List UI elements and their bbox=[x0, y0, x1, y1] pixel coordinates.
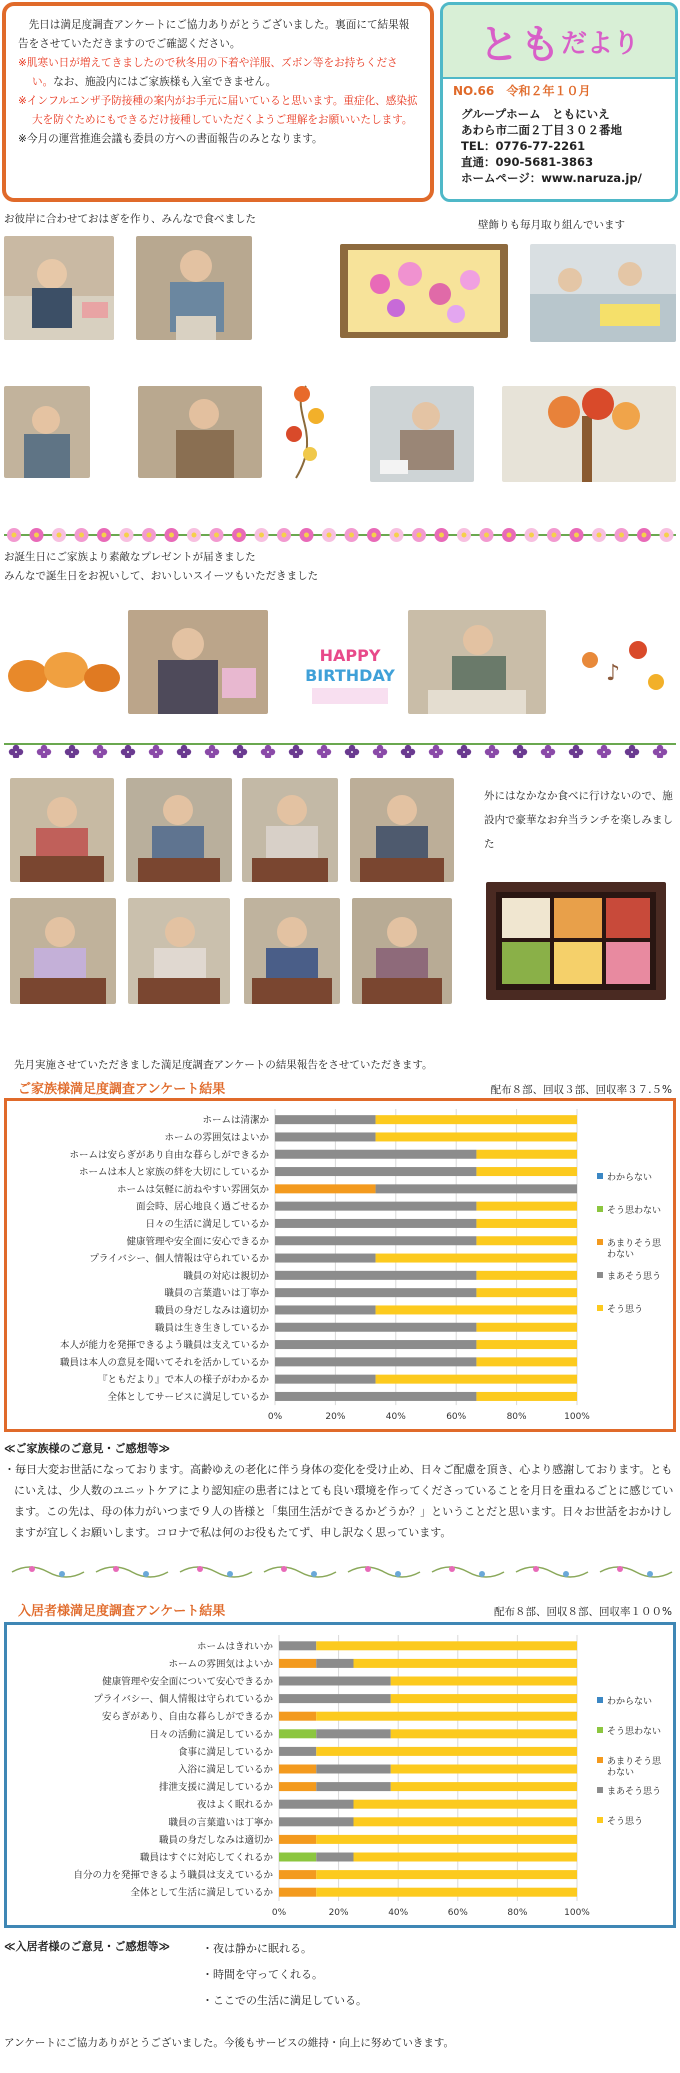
vine-icon bbox=[96, 1566, 168, 1577]
grape-icon bbox=[37, 745, 51, 758]
category-label: 日々の活動に満足しているか bbox=[149, 1729, 273, 1741]
bar-segment bbox=[279, 1817, 354, 1826]
issue-line bbox=[443, 77, 675, 102]
bar-segment bbox=[476, 1167, 577, 1176]
legend-swatch bbox=[597, 1272, 603, 1278]
family-chart-svg bbox=[7, 1101, 673, 1429]
grape-icon bbox=[429, 745, 443, 758]
grape-icon bbox=[625, 745, 639, 758]
x-tick-label: 100% bbox=[564, 1412, 590, 1423]
bar-segment bbox=[275, 1271, 476, 1280]
bar-segment bbox=[275, 1254, 376, 1263]
bar-segment bbox=[279, 1835, 316, 1844]
category-label: 職員は本人の意見を聞いてそれを活かしているか bbox=[59, 1357, 269, 1369]
photo-lunch-6 bbox=[128, 898, 230, 1004]
x-tick-label: 40% bbox=[385, 1412, 406, 1423]
vine-icon bbox=[180, 1566, 252, 1577]
bar-segment bbox=[316, 1712, 577, 1721]
bar-segment bbox=[279, 1870, 316, 1879]
family-comments bbox=[4, 1438, 676, 1543]
photo-lunch-4 bbox=[350, 778, 454, 882]
category-label: ホームは清潔か bbox=[202, 1115, 269, 1127]
category-label: ホームは安らぎがあり自由な暮らしができるか bbox=[69, 1149, 269, 1161]
photo-lunch-8 bbox=[352, 898, 452, 1004]
category-label: 職員はすぐに対応してくれるか bbox=[139, 1852, 273, 1864]
bar-segment bbox=[279, 1853, 316, 1862]
resident-comment-1: ・夜は静かに眠れる。 bbox=[202, 1942, 312, 1955]
grape-icon bbox=[541, 745, 555, 758]
bar-segment bbox=[275, 1305, 376, 1314]
bar-segment bbox=[316, 1765, 391, 1774]
bar-segment bbox=[476, 1392, 577, 1401]
grape-icon bbox=[149, 745, 163, 758]
photo-birthday-sweets bbox=[408, 610, 546, 714]
pumpkin-illustration bbox=[4, 628, 122, 698]
bar-segment bbox=[279, 1782, 316, 1791]
address: あわら市二面２丁目３０２番地 bbox=[461, 123, 622, 137]
direct-tel: 直通：090-5681-3863 bbox=[461, 155, 594, 169]
category-label: ホームの雰囲気はよいか bbox=[168, 1658, 273, 1670]
caption-lunch: 外にはなかなか食べに行けないので、施設内で豪華なお弁当ランチを楽しみました bbox=[484, 790, 673, 850]
grape-icon bbox=[457, 745, 471, 758]
bar-segment bbox=[376, 1375, 577, 1384]
bar-segment bbox=[275, 1115, 376, 1124]
homepage: ホームページ：www.naruza.jp/ bbox=[461, 171, 642, 185]
legend-label: わない bbox=[607, 1768, 635, 1778]
bar-segment bbox=[476, 1202, 577, 1211]
bar-segment bbox=[279, 1800, 354, 1809]
bar-segment bbox=[275, 1375, 376, 1384]
grape-icon bbox=[569, 745, 583, 758]
bar-segment bbox=[275, 1184, 376, 1193]
bar-segment bbox=[376, 1305, 577, 1314]
legend-label: わからない bbox=[607, 1173, 653, 1183]
notice-paragraph-3: ※インフルエンザ予防接種の案内がお手元に届いていると思います。重症化、感染拡大を防ぐためにもできるだけ接種していただくようご理解をお願いいたします。 bbox=[18, 95, 418, 126]
bar-segment bbox=[279, 1659, 316, 1668]
vine-icon bbox=[432, 1566, 504, 1577]
photo-lunch-2 bbox=[126, 778, 232, 882]
category-label: 職員の言葉遣いは丁寧か bbox=[164, 1288, 269, 1300]
bar-segment bbox=[316, 1659, 353, 1668]
x-tick-label: 0% bbox=[271, 1908, 287, 1918]
vine-icon bbox=[600, 1566, 672, 1577]
legend-swatch bbox=[597, 1173, 603, 1179]
category-label: 健康管理や安全面について安心できるか bbox=[102, 1676, 273, 1688]
photo-ohagi-2 bbox=[136, 236, 252, 340]
legend-label: まあそう思う bbox=[607, 1272, 662, 1282]
bar-segment bbox=[275, 1236, 476, 1245]
resident-comments bbox=[4, 1936, 676, 2014]
grape-icon bbox=[177, 745, 191, 758]
photo-wall-art-1 bbox=[340, 244, 508, 338]
bar-segment bbox=[316, 1835, 577, 1844]
photo-birthday-gift bbox=[128, 610, 268, 714]
photo-origami bbox=[370, 386, 474, 482]
bar-segment bbox=[391, 1694, 577, 1703]
masthead bbox=[440, 2, 678, 202]
bar-segment bbox=[279, 1641, 316, 1650]
title-sub: だより bbox=[560, 28, 639, 59]
bar-segment bbox=[376, 1254, 577, 1263]
photo-ohagi-4 bbox=[138, 386, 262, 478]
bar-segment bbox=[275, 1167, 476, 1176]
legend-swatch bbox=[597, 1817, 603, 1823]
masthead-title bbox=[443, 5, 675, 77]
grape-icon bbox=[401, 745, 415, 758]
category-label: 職員の身だしなみは適切か bbox=[154, 1305, 269, 1317]
grape-icon bbox=[485, 745, 499, 758]
bar-segment bbox=[275, 1323, 476, 1332]
bar-segment bbox=[376, 1115, 577, 1124]
photo-lunch-1 bbox=[10, 778, 114, 882]
x-tick-label: 0% bbox=[267, 1412, 283, 1423]
grape-icon bbox=[373, 745, 387, 758]
category-label: ホームは本人と家族の絆を大切にしているか bbox=[78, 1167, 269, 1179]
bar-segment bbox=[275, 1219, 476, 1228]
legend-swatch bbox=[597, 1787, 603, 1793]
bar-segment bbox=[391, 1677, 577, 1686]
category-label: ホームはきれいか bbox=[196, 1641, 273, 1653]
bar-segment bbox=[354, 1659, 578, 1668]
grape-icon bbox=[345, 745, 359, 758]
category-label: 入浴に満足しているか bbox=[177, 1764, 273, 1776]
bar-segment bbox=[279, 1729, 316, 1738]
bar-segment bbox=[275, 1288, 476, 1297]
x-tick-label: 80% bbox=[506, 1412, 527, 1423]
birthday-text: BIRTHDAY bbox=[305, 666, 395, 685]
tel: TEL：0776-77-2261 bbox=[461, 139, 586, 153]
category-label: 食事に満足しているか bbox=[177, 1746, 273, 1758]
photo-lunch-7 bbox=[244, 898, 340, 1004]
category-label: 全体としてサービスに満足しているか bbox=[107, 1391, 269, 1403]
grape-icon bbox=[93, 745, 107, 758]
bar-segment bbox=[476, 1288, 577, 1297]
bar-segment bbox=[275, 1202, 476, 1211]
bar-segment bbox=[476, 1340, 577, 1349]
issue-date: 令和２年１０月 bbox=[506, 84, 591, 98]
category-label: 職員の言葉遣いは丁寧か bbox=[168, 1817, 273, 1829]
category-label: 面会時、居心地良く過ごせるか bbox=[135, 1201, 269, 1213]
category-label: プライバシー、個人情報は守られているか bbox=[89, 1253, 269, 1265]
bar-segment bbox=[376, 1132, 577, 1141]
caption-ohagi: お彼岸に合わせておはぎを作り、みんなで食べました bbox=[4, 213, 256, 225]
category-label: ホームの雰囲気はよいか bbox=[164, 1132, 269, 1144]
grape-icon bbox=[233, 745, 247, 758]
grape-icon bbox=[205, 745, 219, 758]
family-comments-body: ・毎日大変お世話になっております。高齢ゆえの老化に伴う身体の変化を受け止め、日々ご配慮を頂き、心より感謝しております。ともにいえは、少人数のユニットケアにより認知症の患者にはとても良い環境を作ってくださっていることを月日を重ねるごとに感じています。この先は、母の体力がいつまで９人の皆様と「集団生活ができるかどうか？」ということだと思います。日々お世話をおかけしますが宜しくお願いします。コロナで私は何のお役もたてず、申し訳なく思っています。 bbox=[4, 1463, 674, 1539]
bar-segment bbox=[476, 1323, 577, 1332]
category-label: 健康管理や安全面に安心できるか bbox=[126, 1236, 269, 1248]
grape-icon bbox=[65, 745, 79, 758]
family-survey-chart bbox=[4, 1098, 676, 1432]
notice-paragraph-1: 先日は満足度調査アンケートにご協力ありがとうございました。裏面にて結果報告をさせていただきますのでご確認ください。 bbox=[18, 19, 410, 50]
bar-segment bbox=[316, 1747, 577, 1756]
bar-segment bbox=[275, 1392, 476, 1401]
legend-swatch bbox=[597, 1757, 603, 1763]
legend-label: あまりそう思 bbox=[607, 1239, 662, 1249]
caption-birthday-2: みんなで誕生日をお祝いして、おいしいスイーツもいただきました bbox=[4, 570, 319, 582]
x-tick-label: 100% bbox=[564, 1908, 590, 1918]
bar-segment bbox=[316, 1782, 391, 1791]
category-label: 職員の対応は親切か bbox=[183, 1270, 269, 1282]
family-survey-title: ご家族様満足度調査アンケート結果 bbox=[18, 1082, 226, 1097]
x-tick-label: 20% bbox=[325, 1412, 346, 1423]
org-name: グループホーム ともにいえ bbox=[461, 107, 610, 121]
legend-label: そう思わない bbox=[607, 1206, 662, 1216]
grape-icon bbox=[261, 745, 275, 758]
bar-segment bbox=[316, 1729, 391, 1738]
photo-ohagi-3 bbox=[4, 386, 90, 478]
music-leaves-illustration bbox=[560, 620, 676, 708]
bar-segment bbox=[275, 1357, 476, 1366]
photo-wall-tree bbox=[502, 386, 676, 482]
notice-clothing: ※肌寒い日が増えてきましたので秋冬用の下着や洋服、ズボン等をお持ちください。 bbox=[18, 57, 398, 88]
bar-segment bbox=[354, 1800, 578, 1809]
bar-segment bbox=[354, 1853, 578, 1862]
notice-box bbox=[2, 2, 434, 202]
resident-comment-2: ・時間を守ってくれる。 bbox=[202, 1968, 323, 1981]
title-main: とも bbox=[478, 21, 561, 68]
category-label: 『ともだより』で本人の様子がわかるか bbox=[97, 1374, 269, 1386]
vine-icon bbox=[348, 1566, 420, 1577]
legend-swatch bbox=[597, 1206, 603, 1212]
bar-segment bbox=[316, 1888, 577, 1897]
bar-segment bbox=[476, 1236, 577, 1245]
floral-vine-border bbox=[4, 1560, 676, 1582]
bar-segment bbox=[476, 1357, 577, 1366]
resident-comment-3: ・ここでの生活に満足している。 bbox=[202, 1994, 367, 2007]
category-label: 職員は生き生きしているか bbox=[154, 1322, 269, 1334]
resident-comments-heading: ≪入居者様のご意見・ご感想等≫ bbox=[4, 1940, 171, 1953]
closing-message: アンケートにご協力ありがとうございました。今後もサービスの維持・向上に努めていきます。 bbox=[4, 2037, 455, 2049]
photo-bento bbox=[486, 882, 666, 1000]
legend-swatch bbox=[597, 1727, 603, 1733]
bar-segment bbox=[316, 1641, 577, 1650]
legend-label: そう思う bbox=[607, 1305, 644, 1315]
resident-chart-svg bbox=[7, 1625, 673, 1925]
x-tick-label: 40% bbox=[388, 1908, 409, 1918]
grape-icon bbox=[289, 745, 303, 758]
bar-segment bbox=[391, 1765, 577, 1774]
photo-lunch-5 bbox=[10, 898, 116, 1004]
legend-label: わない bbox=[607, 1250, 635, 1260]
resident-survey-chart bbox=[4, 1622, 676, 1928]
notice-paragraph-4: ※今月の運営推進会議も委員の方への書面報告のみとなります。 bbox=[18, 133, 323, 145]
grape-icon bbox=[597, 745, 611, 758]
bar-segment bbox=[279, 1747, 316, 1756]
bar-segment bbox=[376, 1184, 577, 1193]
bar-segment bbox=[279, 1888, 316, 1897]
svg-text:♪: ♪ bbox=[606, 661, 621, 686]
photo-ohagi-1 bbox=[4, 236, 114, 340]
autumn-leaves-illustration bbox=[276, 382, 334, 482]
category-label: 日々の生活に満足しているか bbox=[145, 1218, 269, 1230]
family-survey-meta: 配布８部、回収３部、回収率３７.５% bbox=[490, 1084, 672, 1096]
caption-birthday-1: お誕生日にご家族より素敵なプレゼントが届きました bbox=[4, 551, 256, 563]
survey-intro: 先月実施させていただきました満足度調査アンケートの結果報告をさせていただきます。 bbox=[14, 1059, 433, 1071]
grape-border bbox=[4, 736, 676, 758]
grape-icon bbox=[9, 745, 23, 758]
bar-segment bbox=[316, 1870, 577, 1879]
category-label: 本人が能力を発揮できるよう職員は支えているか bbox=[59, 1340, 269, 1352]
category-label: 全体として生活に満足しているか bbox=[130, 1887, 273, 1899]
notice-paragraph-2 bbox=[18, 54, 418, 92]
resident-survey-title: 入居者様満足度調査アンケート結果 bbox=[18, 1604, 226, 1619]
grape-icon bbox=[513, 745, 527, 758]
bar-segment bbox=[391, 1729, 577, 1738]
bar-segment bbox=[354, 1817, 578, 1826]
x-tick-label: 60% bbox=[446, 1412, 467, 1423]
bar-segment bbox=[476, 1271, 577, 1280]
category-label: 排泄支援に満足しているか bbox=[158, 1782, 273, 1794]
bar-segment bbox=[476, 1219, 577, 1228]
bar-segment bbox=[476, 1150, 577, 1159]
bar-segment bbox=[275, 1340, 476, 1349]
legend-label: あまりそう思 bbox=[607, 1757, 662, 1767]
category-label: 職員の身だしなみは適切か bbox=[158, 1834, 273, 1846]
category-label: プライバシー、個人情報は守られているか bbox=[93, 1694, 273, 1706]
x-tick-label: 60% bbox=[447, 1908, 468, 1918]
grape-icon bbox=[121, 745, 135, 758]
category-label: ホームは気軽に訪ねやすい雰囲気か bbox=[116, 1184, 269, 1196]
resident-survey-meta: 配布８部、回収８部、回収率１００% bbox=[494, 1606, 672, 1618]
contact-info bbox=[443, 102, 675, 202]
flower-border-1 bbox=[4, 524, 676, 546]
bar-segment bbox=[391, 1782, 577, 1791]
vine-icon bbox=[12, 1566, 84, 1577]
legend-label: そう思う bbox=[607, 1817, 644, 1827]
legend-label: わからない bbox=[607, 1697, 653, 1707]
x-tick-label: 80% bbox=[507, 1908, 528, 1918]
legend-label: そう思わない bbox=[607, 1727, 662, 1737]
bar-segment bbox=[275, 1150, 476, 1159]
bar-segment bbox=[279, 1712, 316, 1721]
family-comments-heading: ≪ご家族様のご意見・ご感想等≫ bbox=[4, 1442, 171, 1455]
bar-segment bbox=[316, 1853, 353, 1862]
grape-icon bbox=[653, 745, 667, 758]
happy-birthday-text bbox=[302, 646, 398, 686]
grape-icon bbox=[317, 745, 331, 758]
category-label: 自分の力を発揮できるよう職員は支えているか bbox=[73, 1870, 273, 1882]
category-label: 安らぎがあり、自由な暮らしができるか bbox=[101, 1711, 273, 1723]
legend-swatch bbox=[597, 1697, 603, 1703]
issue-number: NO.66 bbox=[453, 84, 495, 98]
happy-text: HAPPY bbox=[319, 646, 381, 665]
vine-icon bbox=[264, 1566, 336, 1577]
x-tick-label: 20% bbox=[328, 1908, 349, 1918]
photo-lunch-3 bbox=[242, 778, 338, 882]
bar-segment bbox=[275, 1132, 376, 1141]
photo-wall-art-2 bbox=[530, 244, 676, 342]
legend-swatch bbox=[597, 1239, 603, 1245]
bar-segment bbox=[279, 1765, 316, 1774]
bar-segment bbox=[279, 1694, 391, 1703]
caption-wall: 壁飾りも毎月取り組んでいます bbox=[478, 219, 625, 231]
legend-label: まあそう思う bbox=[607, 1787, 662, 1797]
bar-segment bbox=[279, 1677, 391, 1686]
vine-icon bbox=[516, 1566, 588, 1577]
category-label: 夜はよく眠れるか bbox=[196, 1799, 273, 1811]
legend-swatch bbox=[597, 1305, 603, 1311]
notice-visitors: なお、施設内にはご家族様も入室できません。 bbox=[53, 76, 277, 88]
